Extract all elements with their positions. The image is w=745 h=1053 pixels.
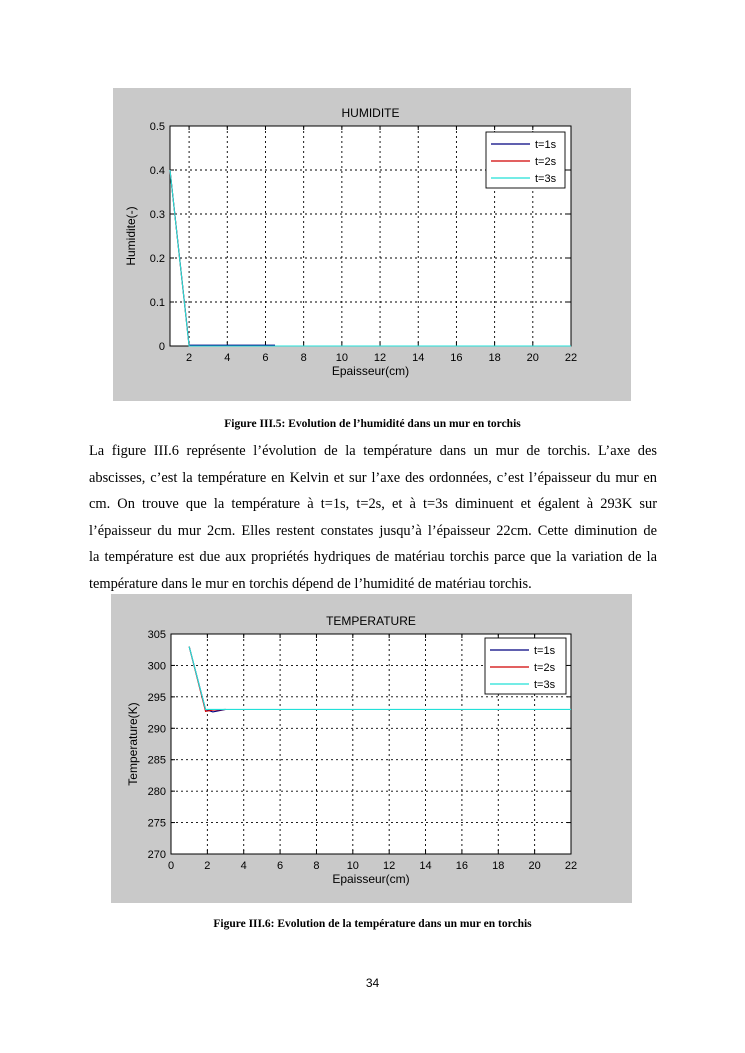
x-tick-label: 10 <box>346 860 359 872</box>
y-tick-label: 0.5 <box>149 121 165 133</box>
x-tick-label: 20 <box>526 352 539 364</box>
paragraph-line: température dans le mur en torchis dépend de l’humidité de matériau torchis. <box>89 575 532 592</box>
chart-title: TEMPERATURE <box>326 614 416 628</box>
x-tick-label: 2 <box>186 352 193 364</box>
figure-temperature <box>111 594 632 903</box>
x-tick-label: 0 <box>167 860 175 872</box>
humidite-chart <box>113 88 631 401</box>
paragraph-line: la température est due aux propriétés hydriques de matériau torchis parce que la variation de la <box>89 549 657 566</box>
y-axis-label: Temperature(K) <box>126 702 140 786</box>
y-tick-label: 0.1 <box>149 297 165 309</box>
legend-label: t=3s <box>534 679 556 691</box>
y-tick-label: 285 <box>147 754 166 767</box>
paragraph-line: l’épaisseur du mur 2cm. Elles restent constates jusqu’à l’épaisseur 22cm. Cette diminution de <box>89 522 657 539</box>
page-number: 34 <box>365 976 380 990</box>
temperature-chart <box>111 594 632 903</box>
y-tick-label: 0.2 <box>149 253 165 265</box>
chart-title: HUMIDITE <box>341 106 400 120</box>
figure-caption-temperature: Figure III.6: Evolution de la température dans un mur en torchis <box>213 918 532 930</box>
x-tick-label: 4 <box>224 352 231 364</box>
y-tick-label: 290 <box>147 723 166 736</box>
y-tick-label: 280 <box>147 786 166 799</box>
y-tick-label: 300 <box>147 660 166 673</box>
chart-legend <box>485 638 566 694</box>
body-paragraph <box>89 438 657 598</box>
x-tick-label: 12 <box>383 860 396 872</box>
legend-label: t=1s <box>534 645 556 657</box>
y-tick-label: 0.4 <box>149 165 165 177</box>
x-tick-label: 8 <box>313 860 320 872</box>
paragraph-line: cm. On trouve que la température à t=1s, t=2s, et à t=3s diminuent et égalent à 293K sur <box>89 496 657 513</box>
y-tick-label: 295 <box>147 691 166 704</box>
x-tick-label: 14 <box>419 860 432 872</box>
x-tick-label: 16 <box>455 860 469 872</box>
y-tick-label: 0 <box>158 341 165 353</box>
legend-label: t=3s <box>535 173 557 185</box>
legend-label: t=1s <box>535 139 557 151</box>
x-tick-label: 22 <box>564 352 578 364</box>
x-tick-label: 18 <box>492 860 505 872</box>
x-tick-label: 6 <box>262 352 269 364</box>
y-tick-label: 305 <box>147 629 166 641</box>
y-axis-label: Humidite(-) <box>124 206 138 266</box>
x-tick-label: 2 <box>204 860 211 872</box>
x-axis-label: Epaisseur(cm) <box>332 872 410 886</box>
x-tick-label: 10 <box>335 352 348 364</box>
paragraph-line: abscisses, c’est la température en Kelvin et sur l’axe des ordonnées, c’est l’épaisseur du mur en <box>89 469 657 486</box>
x-tick-label: 18 <box>488 352 501 364</box>
paragraph-line: La figure III.6 représente l’évolution de la température dans un mur de torchis. L’axe des <box>89 443 657 459</box>
x-tick-label: 14 <box>412 352 425 364</box>
x-tick-label: 8 <box>300 352 307 364</box>
chart-legend <box>486 132 565 188</box>
y-tick-label: 270 <box>147 849 166 861</box>
x-tick-label: 16 <box>450 352 463 364</box>
x-tick-label: 6 <box>277 860 284 872</box>
x-tick-label: 12 <box>373 352 387 364</box>
y-tick-label: 275 <box>147 817 166 830</box>
y-tick-label: 0.3 <box>149 209 165 221</box>
legend-label: t=2s <box>535 156 557 168</box>
x-tick-label: 22 <box>564 860 578 872</box>
x-axis-label: Epaisseur(cm) <box>331 364 410 378</box>
figure-humidite <box>113 88 631 401</box>
x-tick-label: 4 <box>240 860 247 872</box>
legend-label: t=2s <box>534 662 556 674</box>
figure-caption-humidite: Figure III.5: Evolution de l’humidité dans un mur en torchis <box>224 418 521 430</box>
x-tick-label: 20 <box>528 860 541 872</box>
